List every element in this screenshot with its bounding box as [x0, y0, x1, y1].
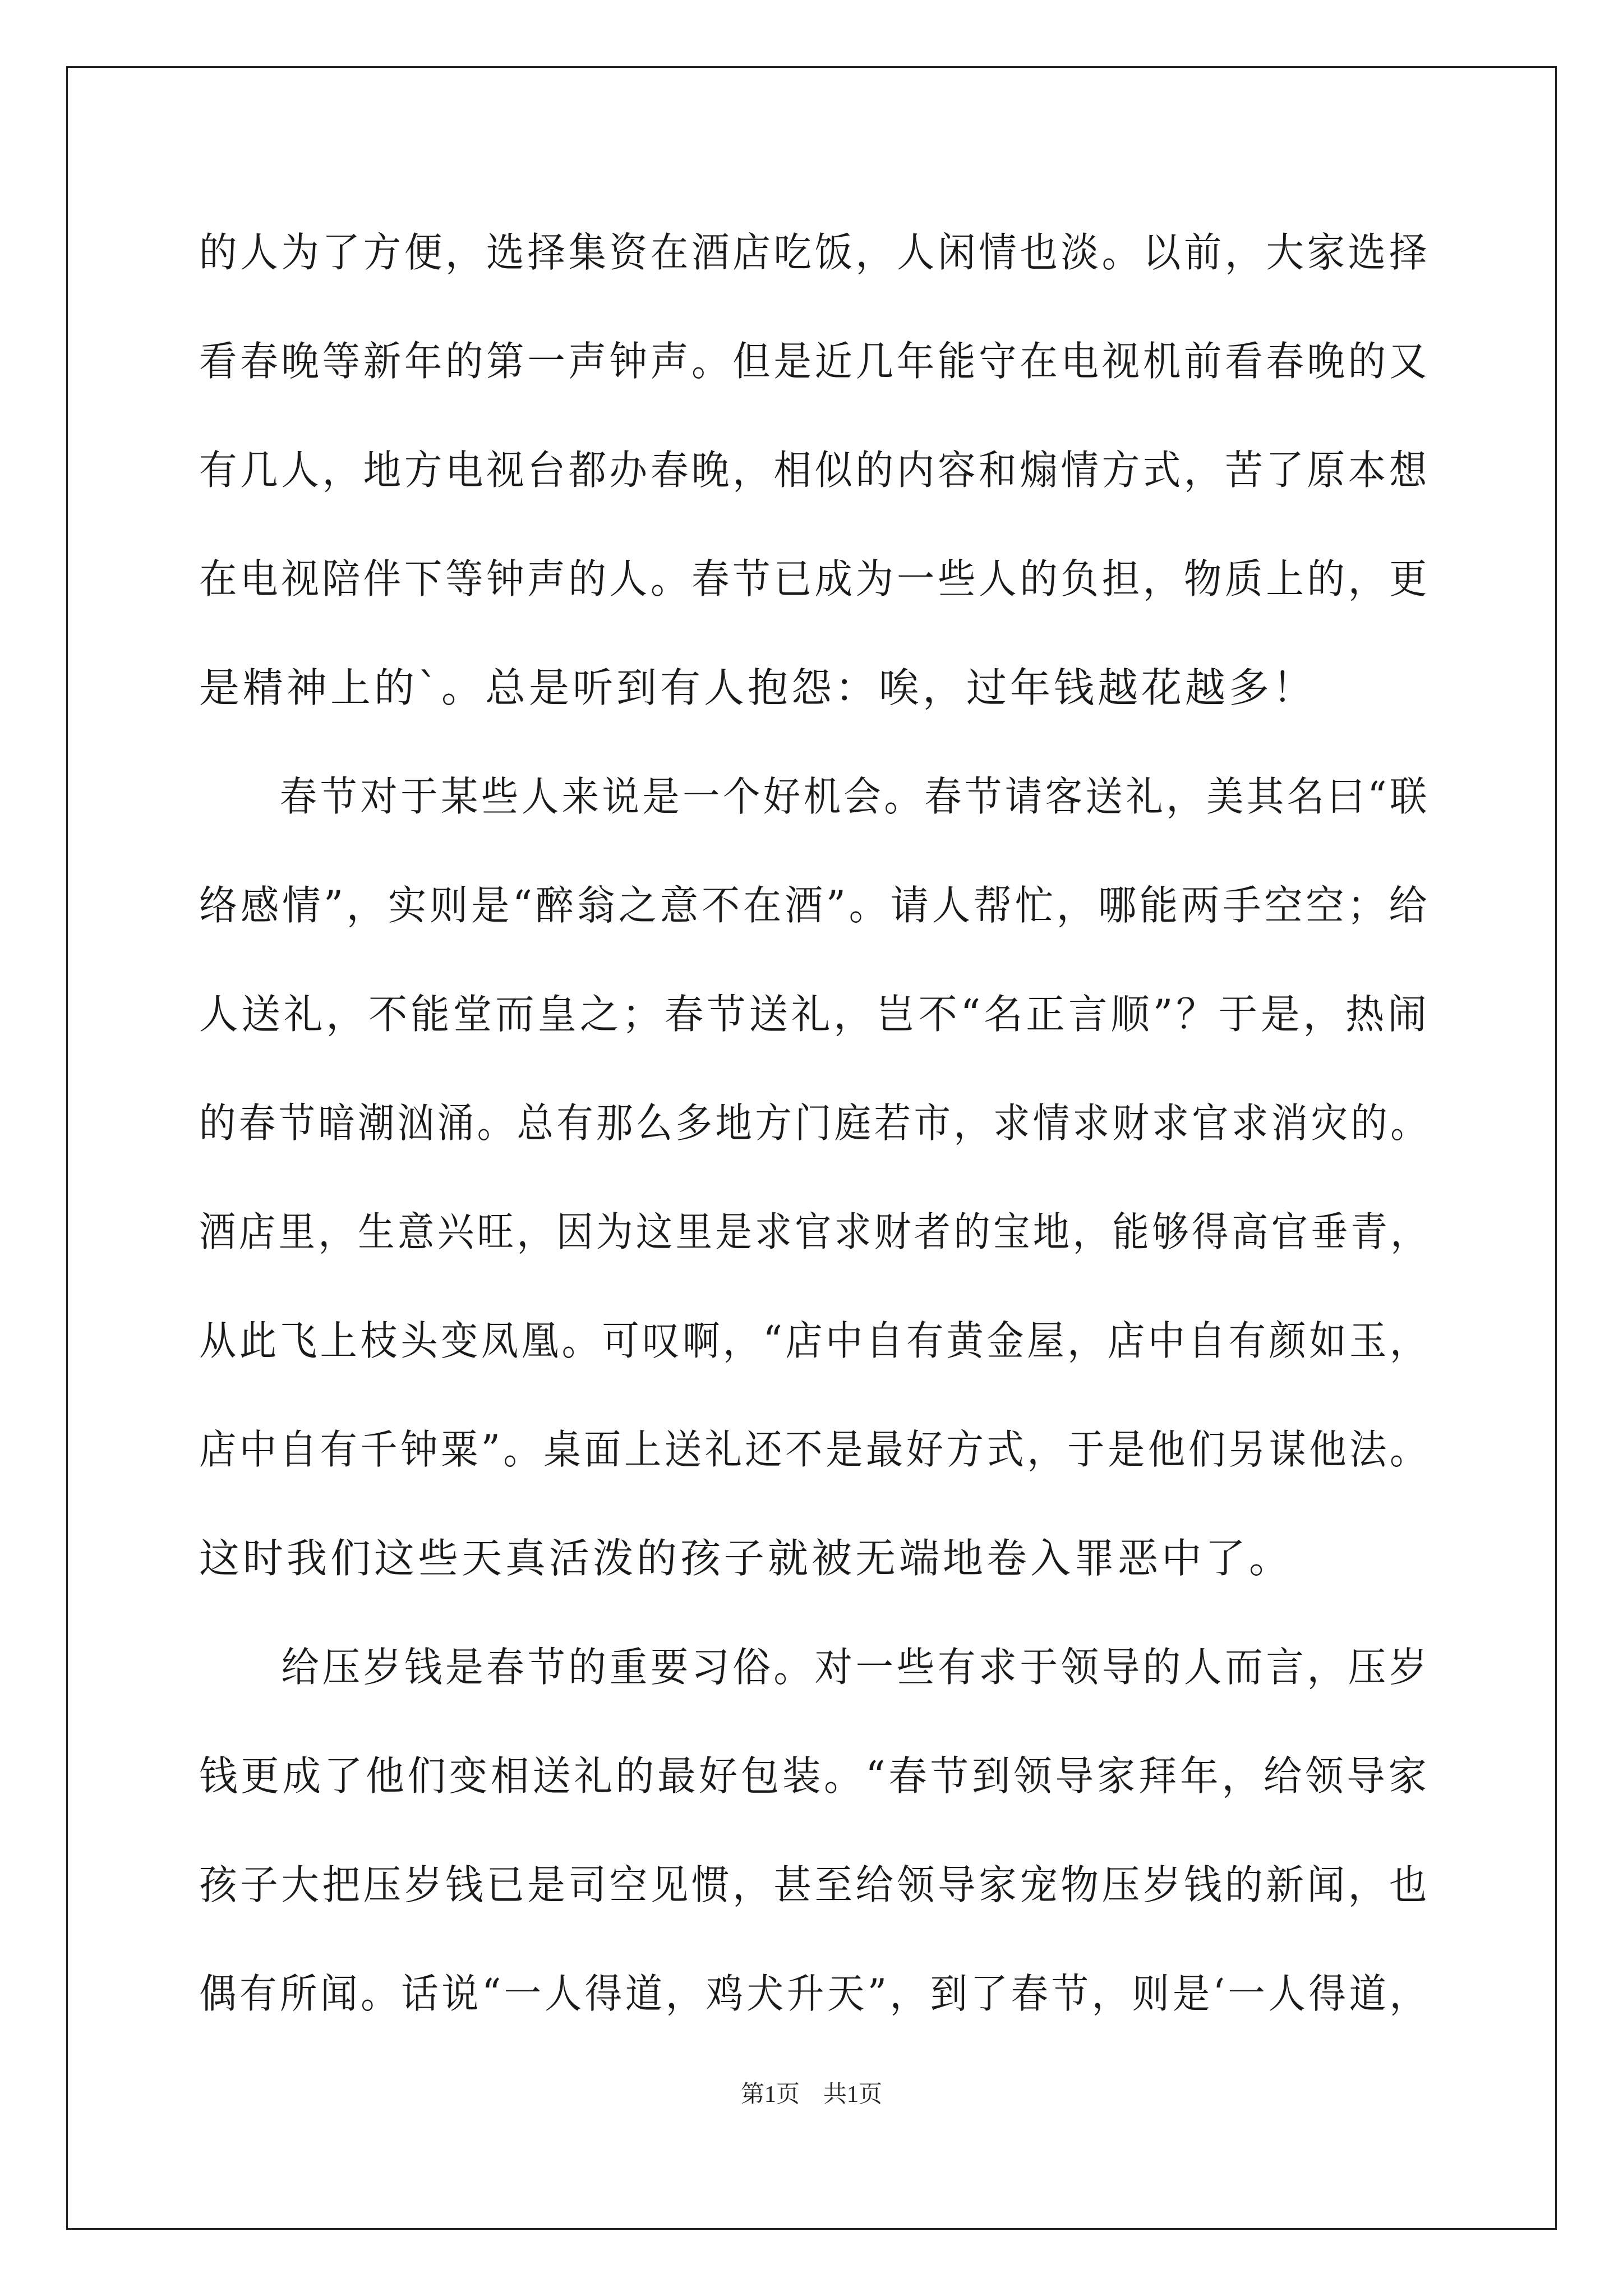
- text-line: 有几人，地方电视台都办春晚，相似的内容和煽情方式，苦了原本想: [199, 447, 1431, 494]
- text-line: 看春晚等新年的第一声钟声。但是近几年能守在电视机前看春晚的又: [199, 338, 1431, 385]
- text-line: 络感情”，实则是“醉翁之意不在酒”。请人帮忙，哪能两手空空；给: [199, 882, 1431, 929]
- page-number-footer: 第1页 共1页: [740, 2082, 882, 2108]
- text-line: 人送礼，不能堂而皇之；春节送礼，岂不“名正言顺”？于是，热闹: [199, 991, 1430, 1038]
- text-line: 这时我们这些天真活泼的孩子就被无端地卷入罪恶中了。: [199, 1535, 1293, 1582]
- text-line: 给压岁钱是春节的重要习俗。对一些有求于领导的人而言，压岁: [199, 1644, 1431, 1691]
- text-line: 春节对于某些人来说是一个好机会。春节请客送礼，美其名曰“联: [199, 773, 1430, 820]
- text-line: 偶有所闻。话说“一人得道，鸡犬升天”，到了春节，则是‘一人得道，: [199, 1970, 1430, 2017]
- text-line: 是精神上的`。总是听到有人抱怨：唉，过年钱越花越多！: [199, 664, 1317, 711]
- text-line: 钱更成了他们变相送礼的最好包装。“春节到领导家拜年，给领导家: [199, 1752, 1430, 1800]
- text-line: 在电视陪伴下等钟声的人。春节已成为一些人的负担，物质上的，更: [199, 555, 1431, 602]
- text-line: 酒店里，生意兴旺，因为这里是求官求财者的宝地，能够得高官垂青，: [199, 1208, 1431, 1255]
- text-line: 从此飞上枝头变凤凰。可叹啊，“店中自有黄金屋，店中自有颜如玉，: [199, 1317, 1430, 1364]
- text-line: 孩子大把压岁钱已是司空见惯，甚至给领导家宠物压岁钱的新闻，也: [199, 1861, 1431, 1908]
- text-line: 店中自有千钟粟”。桌面上送礼还不是最好方式，于是他们另谋他法。: [199, 1426, 1430, 1473]
- text-line: 的人为了方便，选择集资在酒店吃饭，人闲情也淡。以前，大家选择: [199, 229, 1431, 276]
- text-line: 的春节暗潮汹涌。总有那么多地方门庭若市，求情求财求官求消灾的。: [199, 1099, 1431, 1147]
- document-body: [199, 219, 1430, 2069]
